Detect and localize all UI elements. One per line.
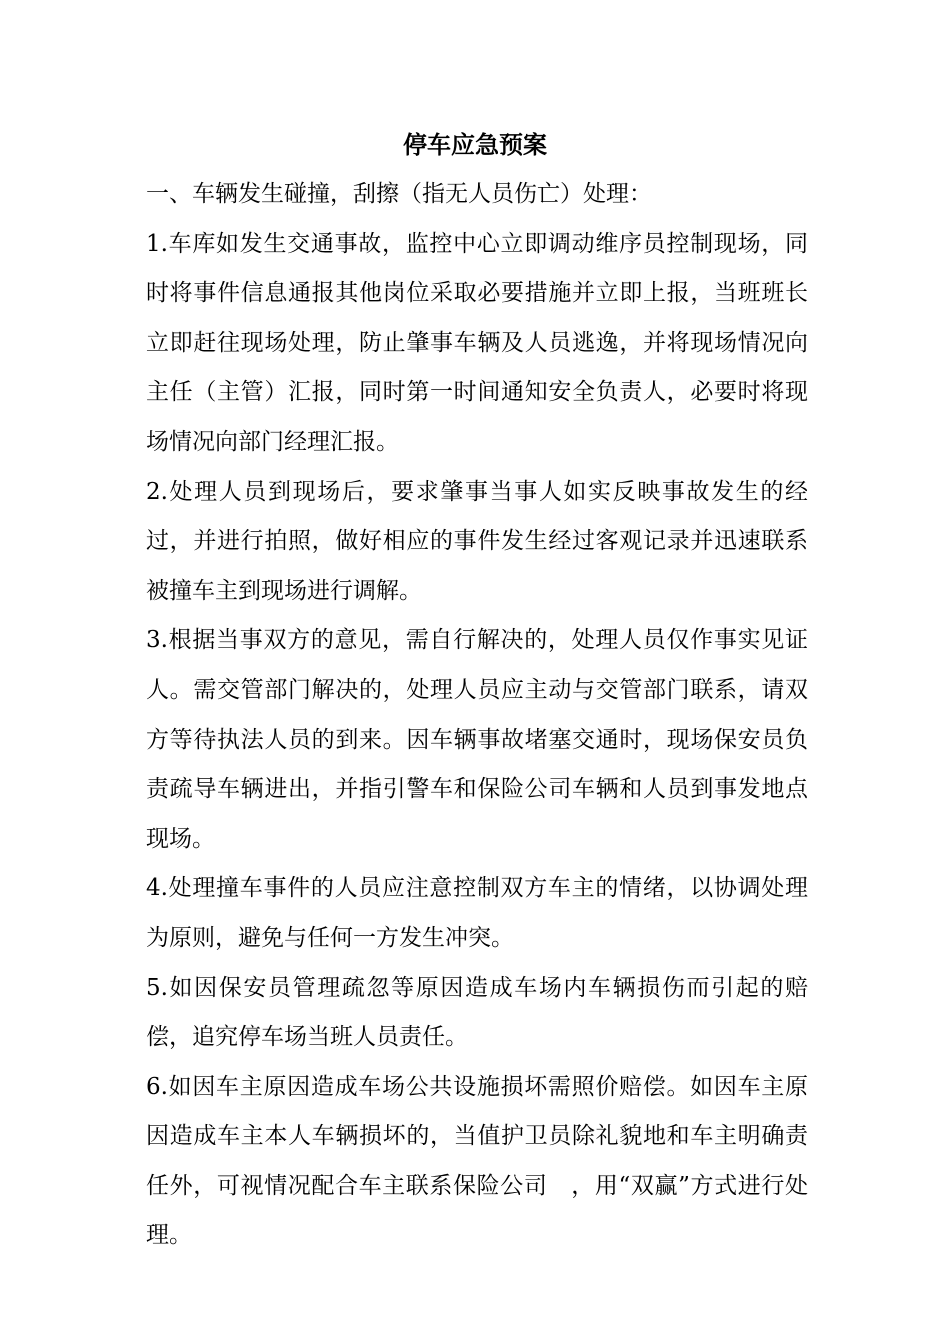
paragraph-item-1: 1.车库如发生交通事故，监控中心立即调动维序员控制现场，同时将事件信息通报其他岗位采取必要措施并立即上报，当班班长立即赶往现场处理，防止肇事车辆及人员逃逸，并将现场情况向主任（主管）汇报，同时第一时间通知安全负责人，必要时将现场情况向部门经理汇报。 [146,230,808,455]
paragraph-item-5: 5.如因保安员管理疏忽等原因造成车场内车辆损伤而引起的赔偿，追究停车场当班人员责任。 [146,974,808,1051]
paragraph-item-6: 6.如因车主原因造成车场公共设施损坏需照价赔偿。如因车主原因造成车主本人车辆损坏的，当值护卫员除礼貌地和车主明确责任外，可视情况配合车主联系保险公司 ，用“双赢”方式进行处理。 [146,1073,808,1249]
document-body [146,170,808,1261]
paragraph-item-3: 3.根据当事双方的意见，需自行解决的，处理人员仅作事实见证人。需交管部门解决的，处理人员应主动与交管部门联系，请双方等待执法人员的到来。因车辆事故堵塞交通时，现场保安员负责疏导车辆进出，并指引警车和保险公司车辆和人员到事发地点现场。 [146,627,808,852]
section-heading: 一、车辆发生碰撞，刮擦（指无人员伤亡）处理： [146,181,652,207]
document-title: 停车应急预案 [403,130,547,159]
paragraph-item-2: 2.处理人员到现场后，要求肇事当事人如实反映事故发生的经过，并进行拍照，做好相应的事件发生经过客观记录并迅速联系被撞车主到现场进行调解。 [146,478,808,604]
paragraph-item-4: 4.处理撞车事件的人员应注意控制双方车主的情绪，以协调处理为原则，避免与任何一方发生冲突。 [146,875,808,951]
